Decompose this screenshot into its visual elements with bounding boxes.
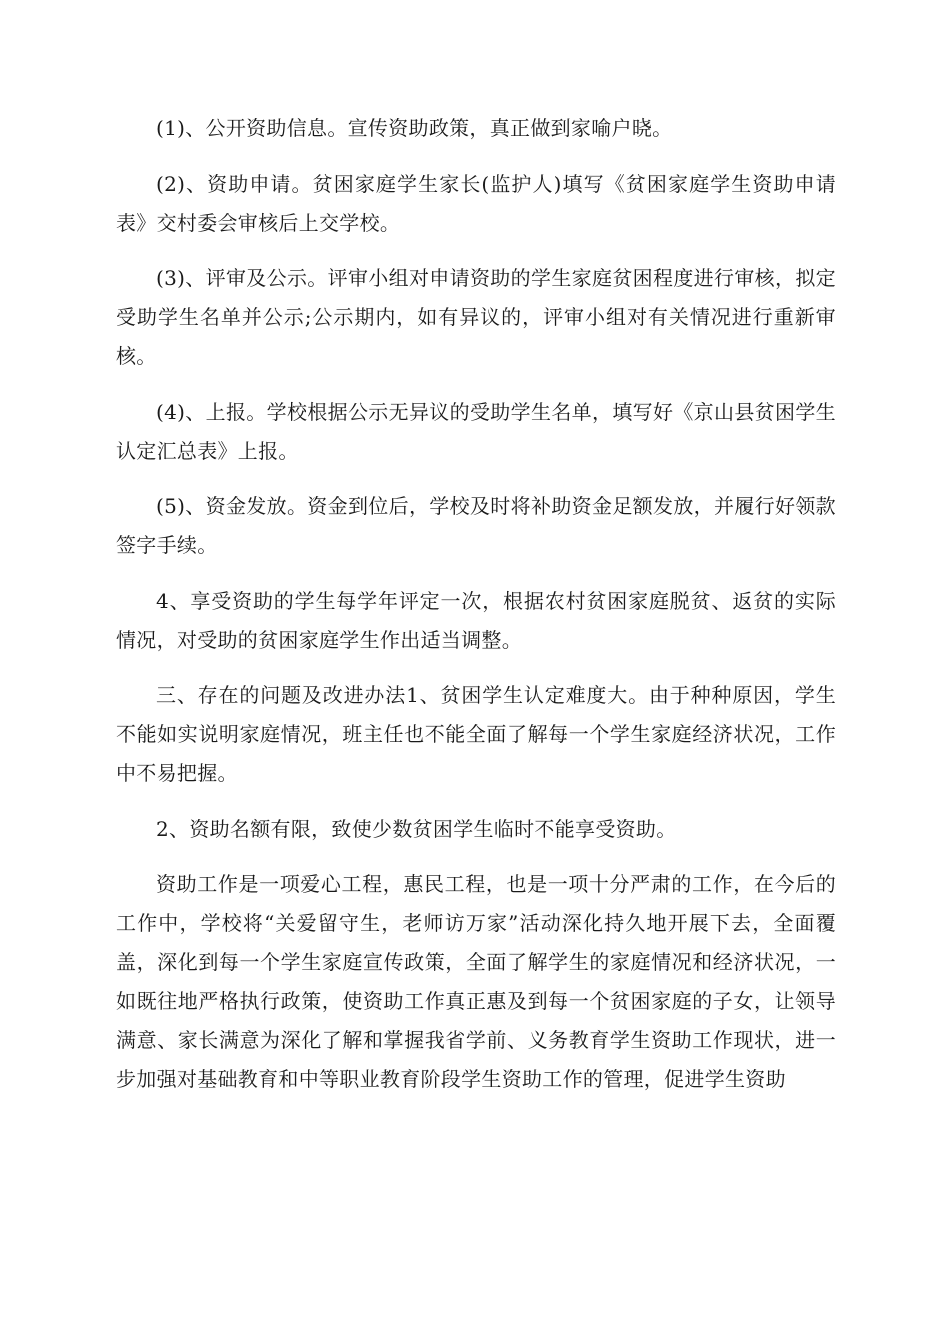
- paragraph-procedure-4: (4)、上报。学校根据公示无异议的受助学生名单，填写好《京山县贫困学生认定汇总表》上报。: [116, 399, 836, 463]
- document-body: [116, 109, 836, 1116]
- paragraph-section-3: 三、存在的问题及改进办法1、贫困学生认定难度大。由于种种原因，学生不能如实说明家庭情况，班主任也不能全面了解每一个学生家庭经济状况，工作中不易把握。: [116, 683, 836, 785]
- paragraph-item-2: 2、资助名额有限，致使少数贫困学生临时不能享受资助。: [156, 816, 677, 841]
- paragraph-procedure-5: (5)、资金发放。资金到位后，学校及时将补助资金足额发放，并履行好领款签字手续。: [116, 494, 836, 557]
- paragraph-procedure-1: (1)、公开资助信息。宣传资助政策，真正做到家喻户晓。: [156, 116, 673, 140]
- paragraph-item-4: 4、享受资助的学生每学年评定一次，根据农村贫困家庭脱贫、返贫的实际情况，对受助的贫困家庭学生作出适当调整。: [116, 588, 836, 652]
- paragraph-conclusion: 资助工作是一项爱心工程，惠民工程，也是一项十分严肃的工作，在今后的工作中，学校将“关爱留守生，老师访万家”活动深化持久地开展下去，全面覆盖，深化到每一个学生家庭宣传政策，全面了解学生的家庭情况和经济状况，一如既往地严格执行政策，使资助工作真正惠及到每一个贫困家庭的子女，让领导满意、家长满意为深化了解和掌握我省学前、义务教育学生资助工作现状，进一步加强对基础教育和中等职业教育阶段学生资助工作的管理，促进学生资助: [116, 872, 836, 1091]
- paragraph-procedure-2: (2)、资助申请。贫困家庭学生家长(监护人)填写《贫困家庭学生资助申请表》交村委会审核后上交学校。: [116, 171, 836, 235]
- paragraph-procedure-3: (3)、评审及公示。评审小组对申请资助的学生家庭贫困程度进行审核，拟定受助学生名单并公示;公示期内，如有异议的，评审小组对有关情况进行重新审核。: [116, 266, 836, 368]
